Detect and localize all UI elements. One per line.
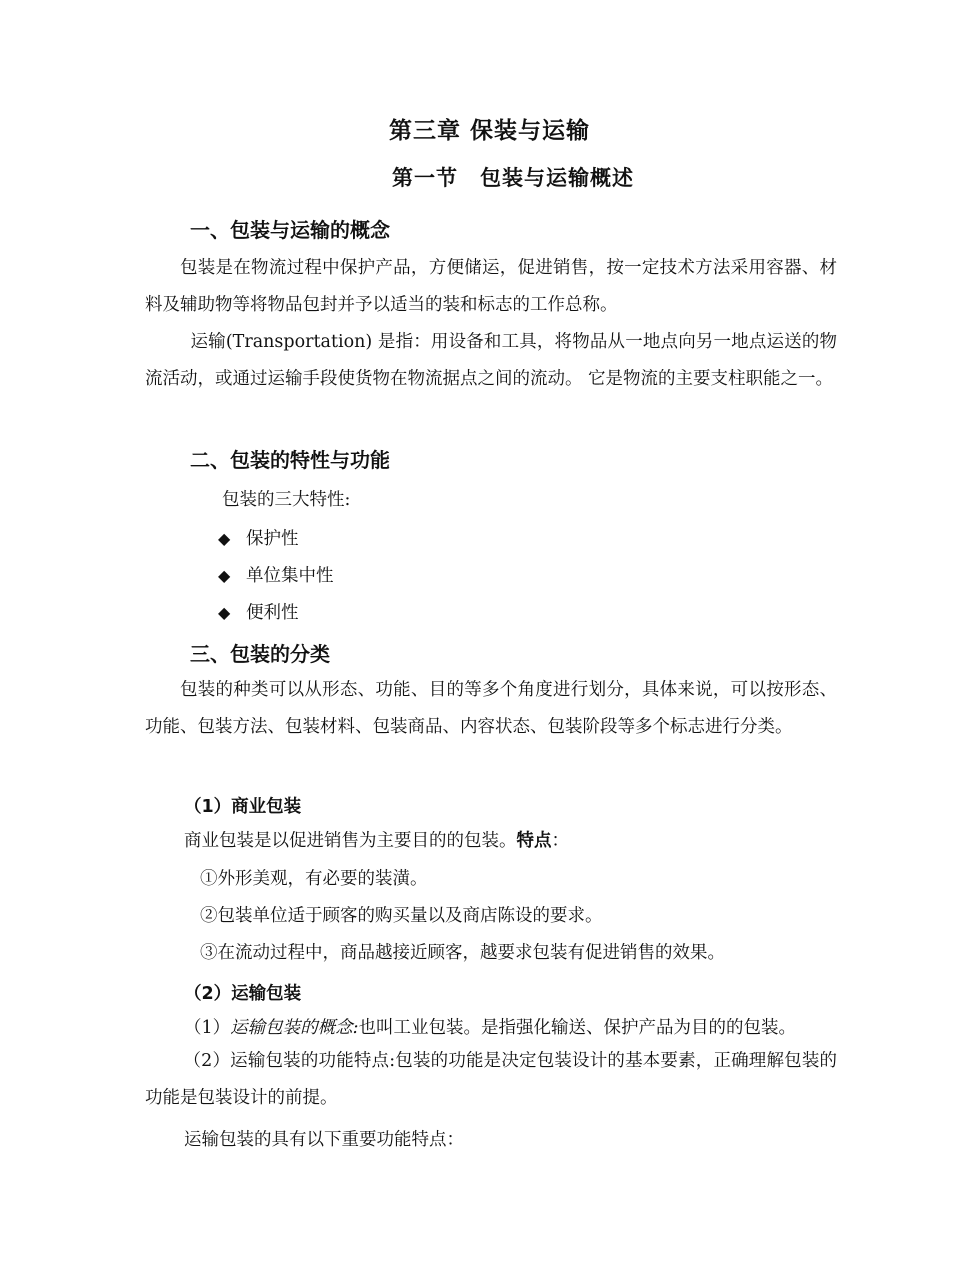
transport-function-paragraph: （2）运输包装的功能特点:包装的功能是决定包装设计的基本要素，正确理解包装的功能是包装设计的前提。: [145, 1051, 837, 1108]
commercial-feature-item: ②包装单位适于顾客的购买量以及商店陈设的要求。: [200, 906, 603, 926]
diamond-bullet-icon: ◆: [218, 603, 231, 622]
commercial-description: 商业包装是以促进销售为主要目的的包装。特点：: [184, 831, 569, 851]
subheading-commercial-packaging: （1）商业包装: [184, 797, 302, 817]
commercial-feature-item: ①外形美观，有必要的装潢。: [200, 869, 428, 889]
bullet-item: [218, 599, 299, 624]
diamond-bullet-icon: ◆: [218, 529, 231, 548]
transport-concept-line: （1）运输包装的概念:也叫工业包装。是指强化输送、保护产品为目的的包装。: [184, 1018, 797, 1038]
feature-label: 特点: [516, 831, 552, 851]
paragraph-packaging-definition: 包装是在物流过程中保护产品，方便储运，促进销售，按一定技术方法采用容器、材料及辅助物等将物品包封并予以适当的装和标志的工作总称。: [145, 258, 837, 315]
heading-classification: 三、包装的分类: [190, 642, 330, 666]
heading-characteristics: 二、包装的特性与功能: [190, 448, 390, 472]
bullet-text: 保护性: [246, 529, 299, 549]
paragraph-transport-definition: 运输(Transportation) 是指：用设备和工具，将物品从一地点向另一地点运送的物流活动，或通过运输手段使货物在物流据点之间的流动。 它是物流的主要支柱职能之一。: [145, 332, 837, 389]
paragraph-classification: 包装的种类可以从形态、功能、目的等多个角度进行划分，具体来说，可以按形态、功能、包装方法、包装材料、包装商品、内容状态、包装阶段等多个标志进行分类。: [145, 680, 837, 737]
bullet-text: 便利性: [246, 603, 299, 623]
transport-features-intro: 运输包装的具有以下重要功能特点：: [184, 1130, 464, 1150]
concept-term: 运输包装的概念:: [230, 1018, 359, 1038]
characteristics-intro: 包装的三大特性:: [222, 490, 351, 510]
chapter-title: 第三章 保装与运输: [388, 118, 590, 144]
bullet-item: [218, 525, 299, 550]
commercial-feature-item: ③在流动过程中，商品越接近顾客，越要求包装有促进销售的效果。: [200, 943, 725, 963]
section-title: 第一节 包装与运输概述: [392, 166, 634, 190]
bullet-item: [218, 562, 334, 587]
heading-concept: 一、包装与运输的概念: [190, 218, 390, 242]
diamond-bullet-icon: ◆: [218, 566, 231, 585]
subheading-transport-packaging: （2）运输包装: [184, 984, 302, 1004]
bullet-text: 单位集中性: [246, 566, 334, 586]
